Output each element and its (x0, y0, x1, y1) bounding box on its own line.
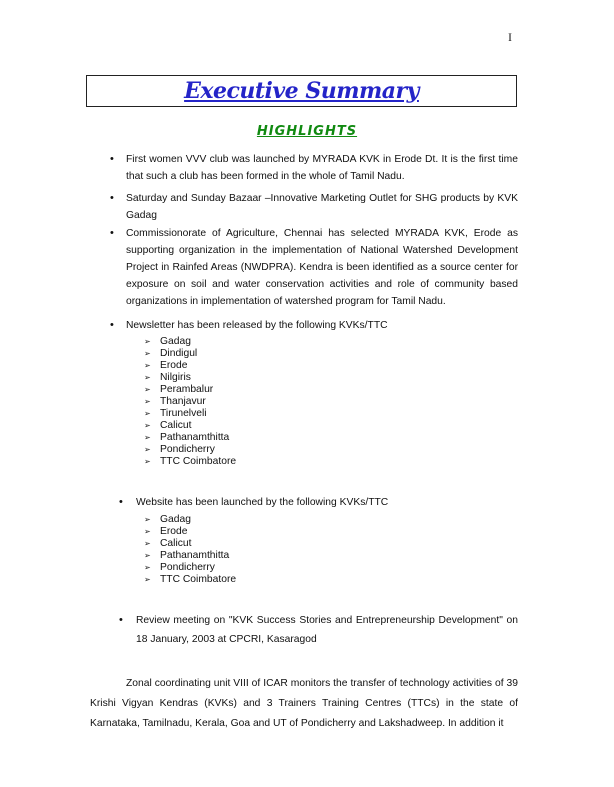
bullet-icon: • (110, 227, 114, 239)
bullet-text: First women VVV club was launched by MYRADA KVK in Erode Dt. It is the first time that such a club has been formed in the whole of Tamil Nadu. (126, 154, 518, 182)
bullet-icon: • (110, 153, 114, 165)
list-item: ➢ Erode (144, 360, 188, 371)
list-item: ➢ TTC Coimbatore (144, 574, 237, 585)
list-item: ➢ Dindigul (144, 348, 198, 359)
list-item: ➢ Perambalur (144, 384, 214, 395)
arrow-bullet-icon: ➢ (144, 445, 151, 454)
list-item: ➢ Calicut (144, 420, 192, 431)
list-item: ➢ Tirunelveli (144, 408, 207, 419)
arrow-bullet-icon: ➢ (144, 361, 151, 370)
list-item: ➢ Pondicherry (144, 444, 215, 455)
list-item: ➢ Gadag (144, 336, 191, 347)
arrow-bullet-icon: ➢ (144, 349, 151, 358)
list-item: ➢ Erode (144, 526, 188, 537)
bullet-text: Saturday and Sunday Bazaar –Innovative Marketing Outlet for SHG products by KVK Gadag (126, 193, 518, 221)
arrow-bullet-icon: ➢ (144, 539, 151, 548)
bullet-icon: • (119, 614, 123, 626)
newsletter-kvk-list (144, 336, 344, 468)
bullet-text: Newsletter has been released by the following KVKs/TTC (126, 320, 388, 331)
list-item: ➢ Pondicherry (144, 562, 215, 573)
list-item: ➢ Pathanamthitta (144, 432, 230, 443)
bullet-icon: • (110, 192, 114, 204)
list-item: ➢ TTC Coimbatore (144, 456, 237, 467)
bullet-text: Website has been launched by the following KVKs/TTC (136, 497, 389, 508)
zonal-paragraph: Zonal coordinating unit VIII of ICAR monitors the transfer of technology activities of 39 Krishi Vigyan Kendras (KVKs) and 3 Trainers Training Centres (TTCs) in the state of Karnataka, Tamilnadu, Kerala, Goa and UT of Pondicherry and Lakshadweep. In addition it (90, 678, 518, 730)
arrow-bullet-icon: ➢ (144, 337, 151, 346)
website-kvk-list (144, 514, 344, 586)
list-item: ➢ Pathanamthitta (144, 550, 230, 561)
bullet-icon: • (119, 496, 123, 508)
bullet-icon: • (110, 319, 114, 331)
page-number: I (508, 30, 512, 44)
arrow-bullet-icon: ➢ (144, 575, 151, 584)
arrow-bullet-icon: ➢ (144, 373, 151, 382)
list-item: ➢ Nilgiris (144, 372, 191, 383)
list-item: ➢ Gadag (144, 514, 191, 525)
arrow-bullet-icon: ➢ (144, 515, 151, 524)
list-item: ➢ Calicut (144, 538, 192, 549)
bullet-text: Review meeting on "KVK Success Stories and Entrepreneurship Development" on 18 January, 2003 at CPCRI, Kasaragod (136, 615, 518, 645)
arrow-bullet-icon: ➢ (144, 409, 151, 418)
arrow-bullet-icon: ➢ (144, 563, 151, 572)
list-item: ➢ Thanjavur (144, 396, 206, 407)
arrow-bullet-icon: ➢ (144, 527, 151, 536)
arrow-bullet-icon: ➢ (144, 421, 151, 430)
arrow-bullet-icon: ➢ (144, 551, 151, 560)
page-title: Executive Summary (184, 78, 419, 104)
highlights-heading: HIGHLIGHTS (256, 124, 358, 139)
arrow-bullet-icon: ➢ (144, 457, 151, 466)
arrow-bullet-icon: ➢ (144, 397, 151, 406)
title-box (86, 75, 517, 107)
arrow-bullet-icon: ➢ (144, 385, 151, 394)
bullet-text: Commissionorate of Agriculture, Chennai has selected MYRADA KVK, Erode as supporting organization in the implementation of National Watershed Development Project in Rainfed Areas (NWDPRA). Kendra is been identified as a source center for exposure on soil and water conservation activities and role of community based organizations in implementation of watershed program for Tamil Nadu. (126, 228, 518, 307)
arrow-bullet-icon: ➢ (144, 433, 151, 442)
